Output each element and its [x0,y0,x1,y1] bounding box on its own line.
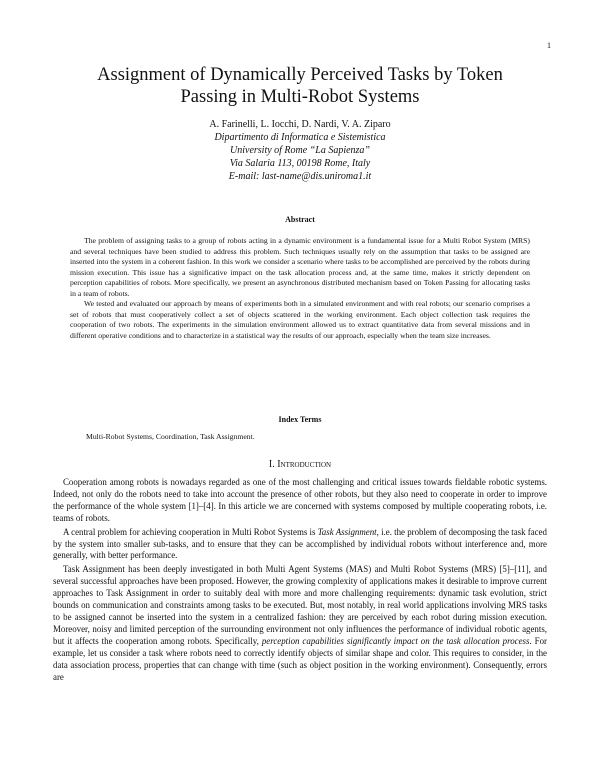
body-paragraph-1: Cooperation among robots is nowadays regarded as one of the most challenging and critical issues towards fieldable robotic systems. Indeed, not only do the robots need to take into account the presence of other robots, but they also need to cooperate in order to improve the performance of the whole system [1]–[4]. In this article we are concerned with systems composed by multiple cooperating robots, i.e. teams of robots. [53,477,547,523]
p2-emphasis: Task Assignment [317,526,377,537]
abstract-paragraph-1: The problem of assigning tasks to a group of robots acting in a dynamic environment is a fundamental issue for a Multi Robot System (MRS) and several techniques have been studied to address this problem. Such techniques usually rely on the assumption that tasks to be assigned are inserted into the system in a coherent fashion. In this work we consider a scenario where tasks to be accomplished are perceived by the robots during mission execution. This issue has a significative impact on the task allocation process and, at the same time, makes it strictly dependent on perception capabilities of robots. More specifically, we present an asynchronous distributed mechanism based on Token Passing for allocating tasks in a team of robots. [70,236,530,298]
affiliation-email: E-mail: last-name@dis.uniroma1.it [228,171,372,182]
title-line-1: Assignment of Dynamically Perceived Tasks by Token [97,65,503,85]
index-terms-heading: Index Terms [278,415,322,424]
p3-emphasis: perception capabilities significantly impact on the task allocation process [261,635,530,646]
section-title: Introduction [277,459,332,470]
body-paragraph-2 [53,527,547,563]
p3-text-b: . For example, let us consider a task where robots need to correctly identify objects of similar shape and color. This requires to consider, in the data association process, properties that can change with time (such as object position in the working environment). Consequently, errors are [53,635,547,682]
introduction-body [53,477,547,683]
p2-text-b: , i.e. the problem of decomposing the task faced by the system into smaller sub-tasks, and to ensure that they can be accomplished by individual robots without interference and, more generally, with better performance. [53,526,547,561]
section-number: I. [268,459,275,470]
p3-text-a: Task Assignment has been deeply investigated in both Multi Agent Systems (MAS) and Multi Robot Systems (MRS) [5]–[11], and several successful approaches have been proposed. However, the growing complexity of applications makes it desirable to improve current approaches to Task Assignment in order to suitably deal with more and more challenging requirements: dynamic task evolution, strict bounds on communication and constraints among tasks to be executed. But, most notably, in real world applications involving MRS tasks to be assigned cannot be inserted into the system in a centralized fashion: they are perceived by each robot during mission execution. Moreover, noisy and limited perception of the surrounding environment not only influences the performance of individual robotic agents, but it affects the cooperation among robots. Specifically, [53,564,547,646]
abstract-heading: Abstract [285,215,315,224]
index-terms-text: Multi-Robot Systems, Coordination, Task Assignment. [86,432,255,441]
author-names: A. Farinelli, L. Iocchi, D. Nardi, V. A. Ziparo [209,119,391,130]
p2-text-a: A central problem for achieving cooperation in Multi Robot Systems is [63,526,318,537]
section-heading [40,459,560,470]
paper-title [40,64,560,108]
author-block [40,118,560,183]
page-number: 1 [547,41,551,50]
affiliation-university: University of Rome “La Sapienza” [230,145,370,156]
affiliation-address: Via Salaria 113, 00198 Rome, Italy [229,158,371,169]
affiliation-department: Dipartimento di Informatica e Sistemistica [214,132,386,143]
title-line-2: Passing in Multi-Robot Systems [180,87,420,107]
body-paragraph-3 [53,564,547,683]
abstract-body [70,236,530,341]
abstract-paragraph-2: We tested and evaluated our approach by means of experiments both in a simulated environment and with real robots; our scenario comprises a set of robots that must cooperatively collect a set of objects scattered in the working environment. Each object collection task requires the cooperation of two robots. The experiments in the simulation environment allowed us to extract quantitative data from several missions and in different operative conditions and to characterize in a statistical way the results of our approach, especially when the team size increases. [70,299,530,340]
